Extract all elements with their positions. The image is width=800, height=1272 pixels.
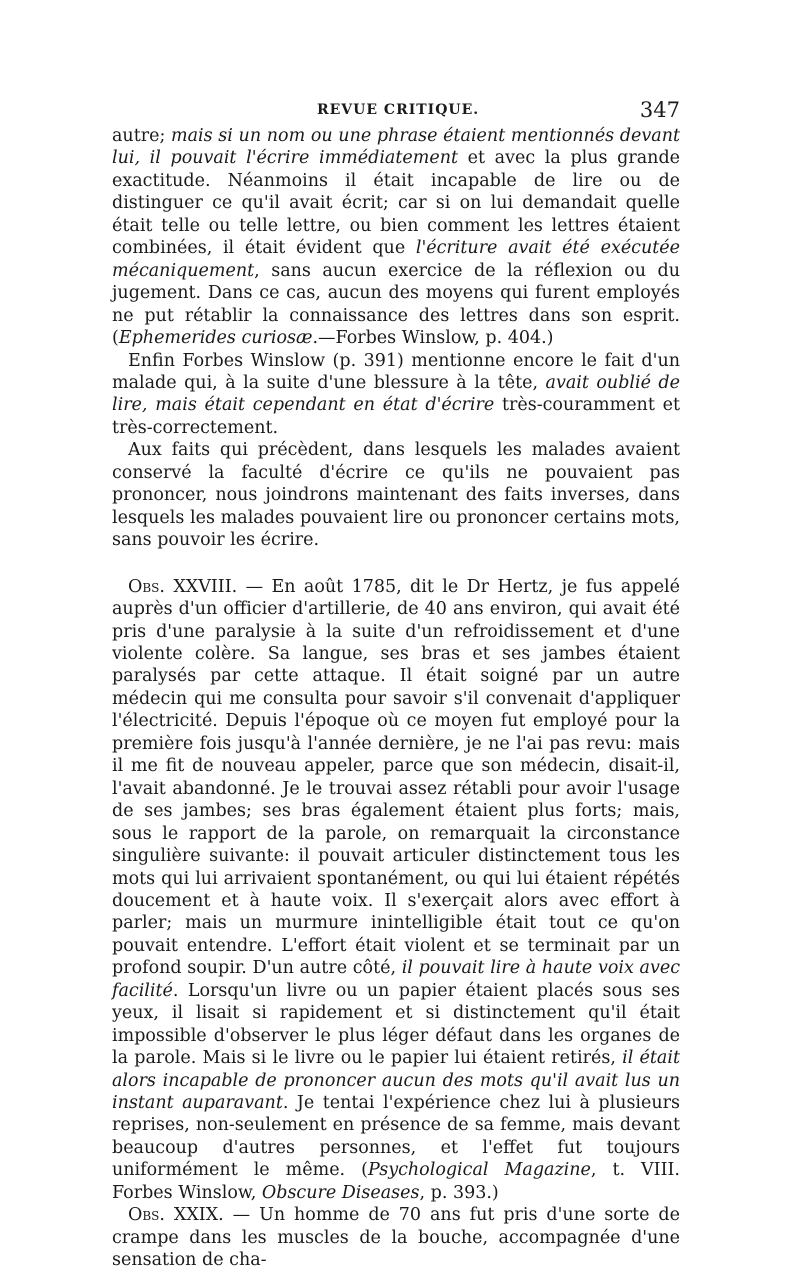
text-run: Aux faits qui précèdent, dans lesquels les malades avaient conservé la faculté d'écrire ce qu'ils ne pouvaient pas prononcer, nous joindrons maintenant des faits inverses, dans lesquels les malades pouvaient lire ou prononcer certains mots, sans pouvoir les écrire.	[112, 440, 680, 551]
text-run: autre;	[112, 126, 172, 146]
paragraph	[112, 125, 680, 350]
emphasis: avait oublié de lire, mais était cependant en état d'écrire	[112, 372, 680, 416]
text-run: . Lorsqu'un livre ou un papier étaient placés sous ses yeux, il lisait si rapidement et si distinctement qu'il était impossible d'observer le plus léger défaut dans les organes de la parole. Mais si le livre ou le papier lui étaient retirés,	[112, 980, 680, 1069]
text-run: , p. 393.)	[419, 1182, 499, 1203]
observation-xxviii	[112, 576, 680, 1205]
text-run: Enfin Forbes Winslow (p. 391) mentionne encore le fait d'un malade qui, à la suite d'une blessure à la tête,	[112, 350, 680, 393]
text-run: . — Un homme de 70 ans fut pris d'une sorte de crampe dans les muscles de la bouche, accompagnée d'une sensation de cha-	[112, 1205, 680, 1271]
text-run: très-couramment et très-correctement.	[112, 395, 680, 438]
citation-title: Ephemerides curiosæ	[118, 328, 313, 349]
running-title: REVUE CRITIQUE.	[317, 102, 480, 118]
paragraph	[112, 439, 680, 551]
page-number: 347	[639, 98, 680, 122]
emphasis: il pouvait lire à haute voix avec facilité	[112, 958, 680, 1001]
text-run: , t. VIII. Forbes Winslow,	[112, 1160, 680, 1203]
emphasis: il était alors incapable de prononcer aucun des mots qu'il avait lus un instant auparavant	[112, 1048, 680, 1114]
paragraph	[112, 350, 680, 440]
text-run: , sans aucun exercice de la réflexion ou du jugement. Dans ce cas, aucun des moyens qui furent employés ne put rétablir la connaissance des lettres dans son esprit. (	[112, 260, 680, 349]
observation-heading: Obs. XXIX	[128, 1205, 219, 1226]
emphasis: l'écriture avait été exécutée mécaniquement	[112, 238, 680, 281]
citation-title: Obscure Diseases	[261, 1182, 420, 1203]
page-body	[112, 125, 680, 1272]
text-run: et avec la plus grande exactitude. Néanmoins il était incapable de lire ou de distinguer ce qu'il avait écrit; car si on lui demandait quelle était telle ou telle lettre, ou bien comment les lettres étaient combinées, il était évident que	[112, 148, 680, 259]
observation-xxix	[112, 1204, 680, 1271]
citation-title: Psychological Magazine	[367, 1160, 591, 1181]
text-run: .—Forbes Winslow, p. 404.)	[312, 328, 554, 349]
text-run: . — En août 1785, dit le Dr Hertz, je fus appelé auprès d'un officier d'artillerie, de 40 ans environ, qui avait été pris d'une paralysie à la suite d'un refroidissement et d'une violente colère. Sa langue, ses bras et ses jambes étaient paralysés par cette attaque. Il était soigné par un autre médecin qui me consulta pour savoir s'il convenait d'appliquer l'électricité. Depuis l'époque où ce moyen fut employé pour la première fois jusqu'à l'année dernière, je ne l'ai pas revu: mais il me fit de nouveau appeler, parce que son médecin, disait-il, l'avait abandonné. Je le trouvai assez rétabli pour avoir l'usage de ses jambes; ses bras également étaient plus forts; mais, sous le rapport de la parole, on remarquait la circonstance singulière suivante: il pouvait articuler distinctement tous les mots qui lui arrivaient spontanément, ou qui lui étaient répétés doucement et à haute voix. Il s'exerçait alors avec effort à parler; mais un murmure inintelligible était tout ce qu'on pouvait entendre. L'effort était violent et se terminait par un profond soupir. D'un autre côté,	[112, 576, 681, 979]
text-run: . Je tentai l'expérience chez lui à plusieurs reprises, non-seulement en présence de sa femme, mais devant beaucoup d'autres personnes, et l'effet fut toujours uniformément le même. (	[112, 1093, 681, 1181]
page-header	[112, 98, 680, 124]
observation-heading: Obs. XXVIII	[128, 576, 232, 597]
emphasis: mais si un nom ou une phrase étaient mentionnés devant lui, il pouvait l'écrire immédiatement	[112, 126, 681, 169]
